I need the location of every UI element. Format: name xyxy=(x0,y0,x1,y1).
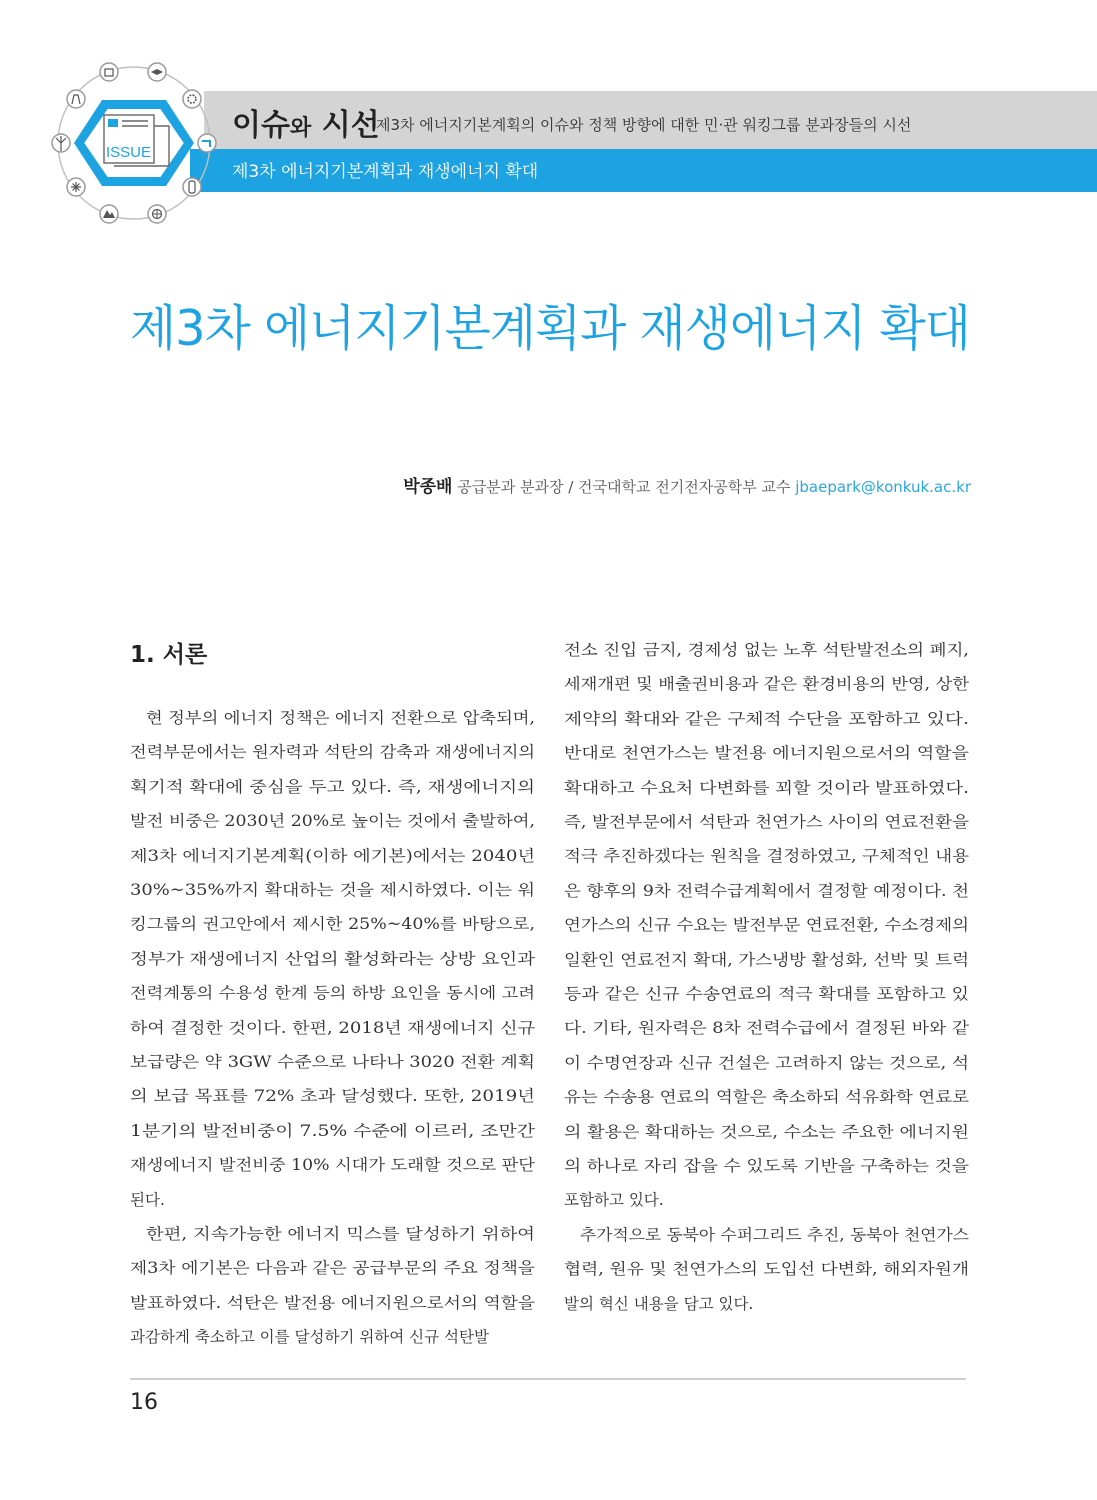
issue-logo xyxy=(44,58,224,228)
text-line: 포함하고 있다. xyxy=(564,1191,664,1210)
text-line: 등과 같은 신규 수송연료의 적극 확대를 포함하고 있 xyxy=(564,985,970,1003)
text-line: 30%~35%까지 확대하는 것을 제시하였다. 이는 워 xyxy=(130,881,535,899)
factory-icon xyxy=(100,63,118,81)
text-line: 정부가 재생에너지 산업의 활성화라는 상방 요인과 xyxy=(130,949,535,968)
footer-rule xyxy=(130,1378,966,1380)
text-line: 연가스의 신규 수요는 발전부문 연료전환, 수소경제의 xyxy=(564,916,970,935)
text-line: 1분기의 발전비중이 7.5% 수준에 이르러, 조만간 xyxy=(130,1121,535,1140)
section-heading: 1. 서론 xyxy=(130,642,208,668)
text-line: 제3차 에기본은 다음과 같은 공급부문의 주요 정책을 xyxy=(130,1259,535,1278)
graduation-cap-icon xyxy=(148,63,166,81)
section-and: 와 xyxy=(289,116,312,141)
text-line: 발의 혁신 내용을 담고 있다. xyxy=(564,1294,754,1313)
text-line: 과감하게 축소하고 이를 달성하기 위하여 신규 석탄발 xyxy=(130,1328,489,1347)
text-line: 전소 진입 금지, 경제성 없는 노후 석탄발전소의 폐지, xyxy=(564,641,969,659)
text-line: 은 향후의 9차 전력수급계획에서 결정할 예정이다. 천 xyxy=(564,881,970,900)
text-line: 적극 추진하겠다는 원칙을 결정하였고, 구체적인 내용 xyxy=(564,847,970,866)
text-line: 즉, 발전부문에서 석탄과 천연가스 사이의 연료전환을 xyxy=(564,813,970,831)
text-line: 제약의 확대와 같은 구체적 수단을 포함하고 있다. xyxy=(564,709,969,728)
text-line: 발전 비중은 2030년 20%로 높이는 것에서 출발하여, xyxy=(130,812,536,831)
section-view: 시선 xyxy=(321,108,380,143)
wind-turbine-icon xyxy=(52,134,70,152)
section-label xyxy=(232,100,380,144)
text-line: 재생에너지 발전비중 10% 시대가 도래할 것으로 판단 xyxy=(130,1156,535,1175)
text-line: 세재개편 및 배출권비용과 같은 환경비용의 반영, 상한 xyxy=(564,675,969,694)
header-subtitle: 제3차 에너지기본계획과 재생에너지 확대 xyxy=(232,162,539,182)
snowflake-icon xyxy=(67,178,85,196)
text-line: 획기적 확대에 중심을 두고 있다. 즉, 재생에너지의 xyxy=(130,777,536,796)
text-line: 다. 기타, 원자력은 8차 전력수급에서 결정된 바와 같 xyxy=(564,1019,969,1038)
section-description: 제3차 에너지기본계획의 이슈와 정책 방향에 대한 민·관 워킹그룹 분과장들의 시선 xyxy=(376,116,912,134)
text-line: 제3차 에너지기본계획(이하 에기본)에서는 2040년 xyxy=(130,846,535,865)
text-line: 일환인 연료전지 확대, 가스냉방 활성화, 선박 및 트럭 xyxy=(564,950,969,969)
building-icon xyxy=(67,90,85,108)
mountain-icon xyxy=(100,205,118,223)
faucet-icon xyxy=(198,134,216,152)
text-line: 발표하였다. 석탄은 발전용 에너지원으로서의 역할을 xyxy=(130,1293,535,1312)
text-line: 전력부문에서는 원자력과 석탄의 감축과 재생에너지의 xyxy=(130,743,536,762)
byline xyxy=(403,472,971,497)
text-line: 의 보급 목표를 72% 초과 달성했다. 또한, 2019년 xyxy=(130,1087,536,1106)
text-line: 의 하나로 자리 잡을 수 있도록 기반을 구축하는 것을 xyxy=(564,1157,969,1175)
text-line: 이 수명연장과 신규 건설은 고려하지 않는 것으로, 석 xyxy=(564,1053,969,1072)
globe-icon xyxy=(148,205,166,223)
text-line: 하여 결정한 것이다. 한편, 2018년 재생에너지 신규 xyxy=(130,1018,536,1037)
gas-cylinder-icon xyxy=(183,178,201,196)
text-line: 유는 수송용 연료의 역할은 축소하되 석유화학 연료로 xyxy=(564,1088,970,1107)
text-line: 의 활용은 확대하는 것으로, 수소는 주요한 에너지원 xyxy=(564,1122,970,1141)
text-line: 전력계통의 수용성 한계 등의 하방 요인을 동시에 고려 xyxy=(130,984,535,1003)
text-line: 현 정부의 에너지 정책은 에너지 전환으로 압축되며, xyxy=(146,709,535,727)
section-main: 이슈 xyxy=(232,108,290,143)
text-line: 한편, 지속가능한 에너지 믹스를 달성하기 위하여 xyxy=(146,1225,536,1243)
author-affiliation: 공급분과 분과장 / 건국대학교 전기전자공학부 교수 xyxy=(457,478,791,496)
author-name: 박종배 xyxy=(403,477,453,497)
gear-icon xyxy=(183,90,201,108)
article-title: 제3차 에너지기본계획과 재생에너지 확대 xyxy=(130,300,970,357)
text-line: 된다. xyxy=(130,1190,165,1209)
text-line: 협력, 원유 및 천연가스의 도입선 다변화, 해외자원개 xyxy=(564,1260,969,1279)
issue-hexagon-icon xyxy=(74,100,194,186)
text-line: 반대로 천연가스는 발전용 에너지원으로서의 역할을 xyxy=(564,744,969,763)
text-line: 킹그룹의 권고안에서 제시한 25%~40%를 바탕으로, xyxy=(130,915,535,934)
svg-text:ISSUE: ISSUE xyxy=(106,144,152,161)
author-email[interactable]: jbaepark@konkuk.ac.kr xyxy=(795,478,971,496)
text-line: 보급량은 약 3GW 수준으로 나타나 3020 전환 계획 xyxy=(130,1053,536,1071)
text-line: 확대하고 수요처 다변화를 꾀할 것이라 발표하였다. xyxy=(564,778,969,797)
text-line: 추가적으로 동북아 수퍼그리드 추진, 동북아 천연가스 xyxy=(580,1225,969,1244)
page-number: 16 xyxy=(130,1390,158,1415)
